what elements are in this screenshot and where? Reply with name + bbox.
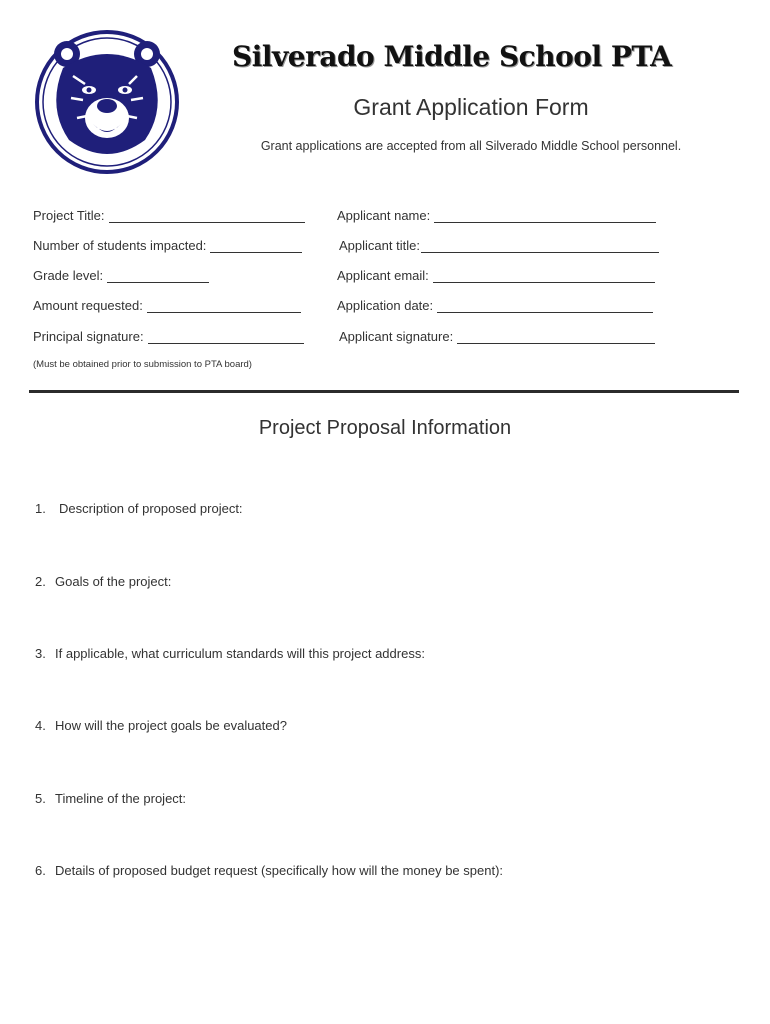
form-title: Grant Application Form — [353, 94, 589, 120]
question-item: 2. Goals of the project: — [35, 574, 172, 589]
project-title-line[interactable] — [109, 208, 305, 223]
question-text: Description of proposed project: — [59, 501, 243, 516]
question-item: 3. If applicable, what curriculum standards will this project address: — [35, 646, 425, 661]
question-item: 1. Description of proposed project: — [35, 501, 243, 516]
school-title: Silverado Middle School PTA — [232, 40, 672, 73]
question-item: 4. How will the project goals be evaluated? — [35, 718, 287, 733]
applicant-name-line[interactable] — [434, 208, 656, 223]
question-text: Goals of the project: — [55, 574, 172, 589]
project-title-field — [33, 208, 305, 223]
principal-signature-label: Principal signature: — [33, 329, 144, 344]
applicant-title-label: Applicant title: — [339, 238, 420, 253]
school-logo — [33, 28, 181, 176]
applicant-title-field — [339, 238, 659, 253]
section-title: Project Proposal Information — [258, 417, 512, 439]
applicant-name-label: Applicant name: — [337, 208, 431, 223]
applicant-signature-field — [339, 329, 655, 344]
application-date-line[interactable] — [437, 298, 653, 313]
bear-mascot-icon — [33, 28, 181, 176]
question-item: 6. Details of proposed budget request (specifically how will the money be spent): — [35, 863, 504, 878]
students-impacted-field — [33, 238, 302, 253]
form-subtitle: Grant applications are accepted from all Silverado Middle School personnel. — [260, 139, 682, 153]
grade-level-label: Grade level: — [33, 268, 104, 283]
amount-requested-field — [33, 298, 301, 313]
application-date-label: Application date: — [337, 298, 434, 313]
signature-note: (Must be obtained prior to submission to PTA board) — [33, 359, 252, 370]
question-text: Details of proposed budget request (specifically how will the money be spent): — [55, 863, 504, 878]
applicant-email-label: Applicant email: — [337, 268, 429, 283]
principal-signature-field — [33, 329, 304, 344]
grade-level-line[interactable] — [107, 268, 209, 283]
students-impacted-line[interactable] — [210, 238, 302, 253]
applicant-signature-line[interactable] — [457, 329, 655, 344]
question-item: 5. Timeline of the project: — [35, 791, 187, 806]
question-text: Timeline of the project: — [55, 791, 187, 806]
project-title-label: Project Title: — [33, 208, 105, 223]
principal-signature-line[interactable] — [148, 329, 304, 344]
amount-requested-label: Amount requested: — [33, 298, 143, 313]
section-divider — [29, 390, 739, 393]
question-text: How will the project goals be evaluated? — [55, 718, 287, 733]
applicant-name-field — [337, 208, 656, 223]
applicant-email-field — [337, 268, 655, 283]
amount-requested-line[interactable] — [147, 298, 301, 313]
question-text: If applicable, what curriculum standards will this project address: — [55, 646, 425, 661]
applicant-email-line[interactable] — [433, 268, 655, 283]
grade-level-field — [33, 268, 209, 283]
applicant-signature-label: Applicant signature: — [339, 329, 454, 344]
applicant-title-line[interactable] — [421, 238, 659, 253]
students-impacted-label: Number of students impacted: — [33, 238, 207, 253]
application-date-field — [337, 298, 653, 313]
